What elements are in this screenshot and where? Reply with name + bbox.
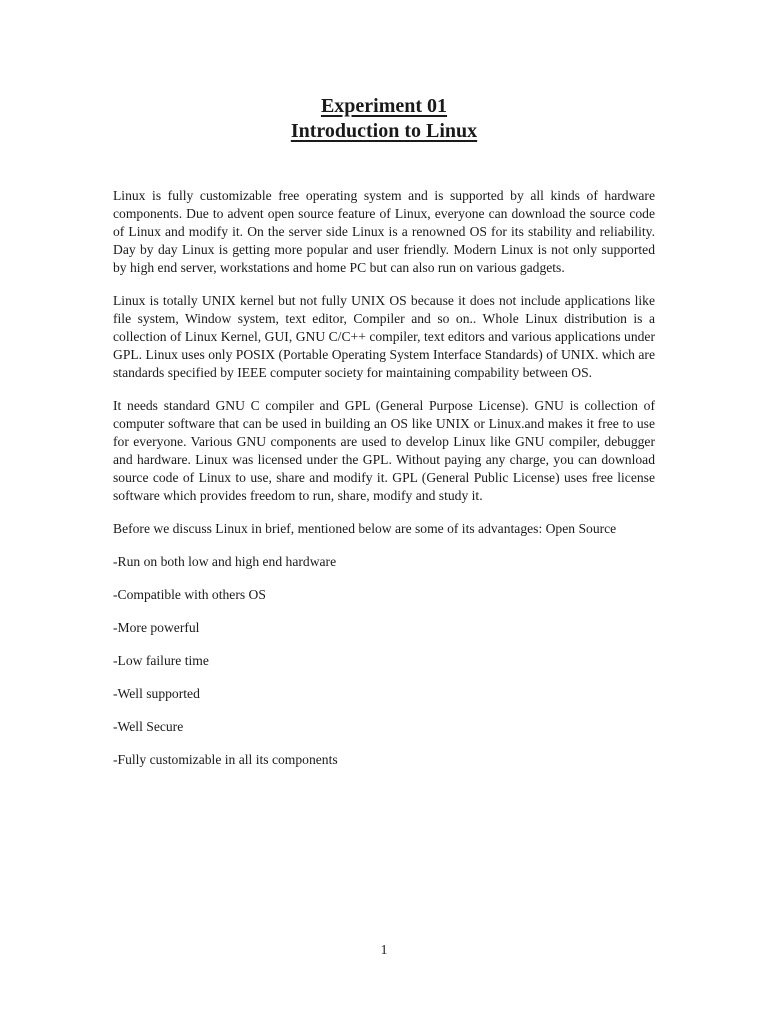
page-number: 1 [380,942,388,957]
advantage-item: -Fully customizable in all its components [113,752,338,767]
advantage-item: -Run on both low and high end hardware [113,554,337,569]
advantage-item: -Low failure time [113,653,209,668]
paragraph-advantages-intro: Before we discuss Linux in brief, mentioned below are some of its advantages: Open Source [113,521,617,536]
experiment-title: Introduction to Linux [290,120,478,142]
advantage-item: -Compatible with others OS [113,587,266,602]
document-title [0,94,768,144]
paragraph-unix-kernel: Linux is totally UNIX kernel but not fully UNIX OS because it does not include applications like file system, Window system, text editor, Compiler and so on.. Whole Linux distribution is a collection of Linux Kernel, GUI, GNU C/C++ compiler, text editors and various applications under GPL. Linux uses only POSIX (Portable Operating System Interface Standards) of UNIX. which are standards specified by IEEE computer society for maintaining compability between OS. [113,293,655,380]
paragraph-gnu-gpl: It needs standard GNU C compiler and GPL (General Purpose License). GNU is collection of computer software that can be used in building an OS like UNIX or Linux.and makes it free to use for everyone. Various GNU components are used to develop Linux like GNU compiler, debugger and hardware. Linux was licensed under the GPL. Without paying any charge, you can download source code of Linux to use, share and modify it. GPL (General Public License) uses free license software which provides freedom to run, share, modify and study it. [113,398,655,503]
advantage-item: -Well Secure [113,719,184,734]
experiment-number: Experiment 01 [320,95,448,117]
paragraph-intro: Linux is fully customizable free operating system and is supported by all kinds of hardware components. Due to advent open source feature of Linux, everyone can download the source code of Linux and modify it. On the server side Linux is a renowned OS for its stability and reliability. Day by day Linux is getting more popular and user friendly. Modern Linux is not only supported by high end server, workstations and home PC but can also run on various gadgets. [113,188,655,275]
advantage-item: -More powerful [113,620,200,635]
advantage-item: -Well supported [113,686,200,701]
document-body [113,187,655,784]
